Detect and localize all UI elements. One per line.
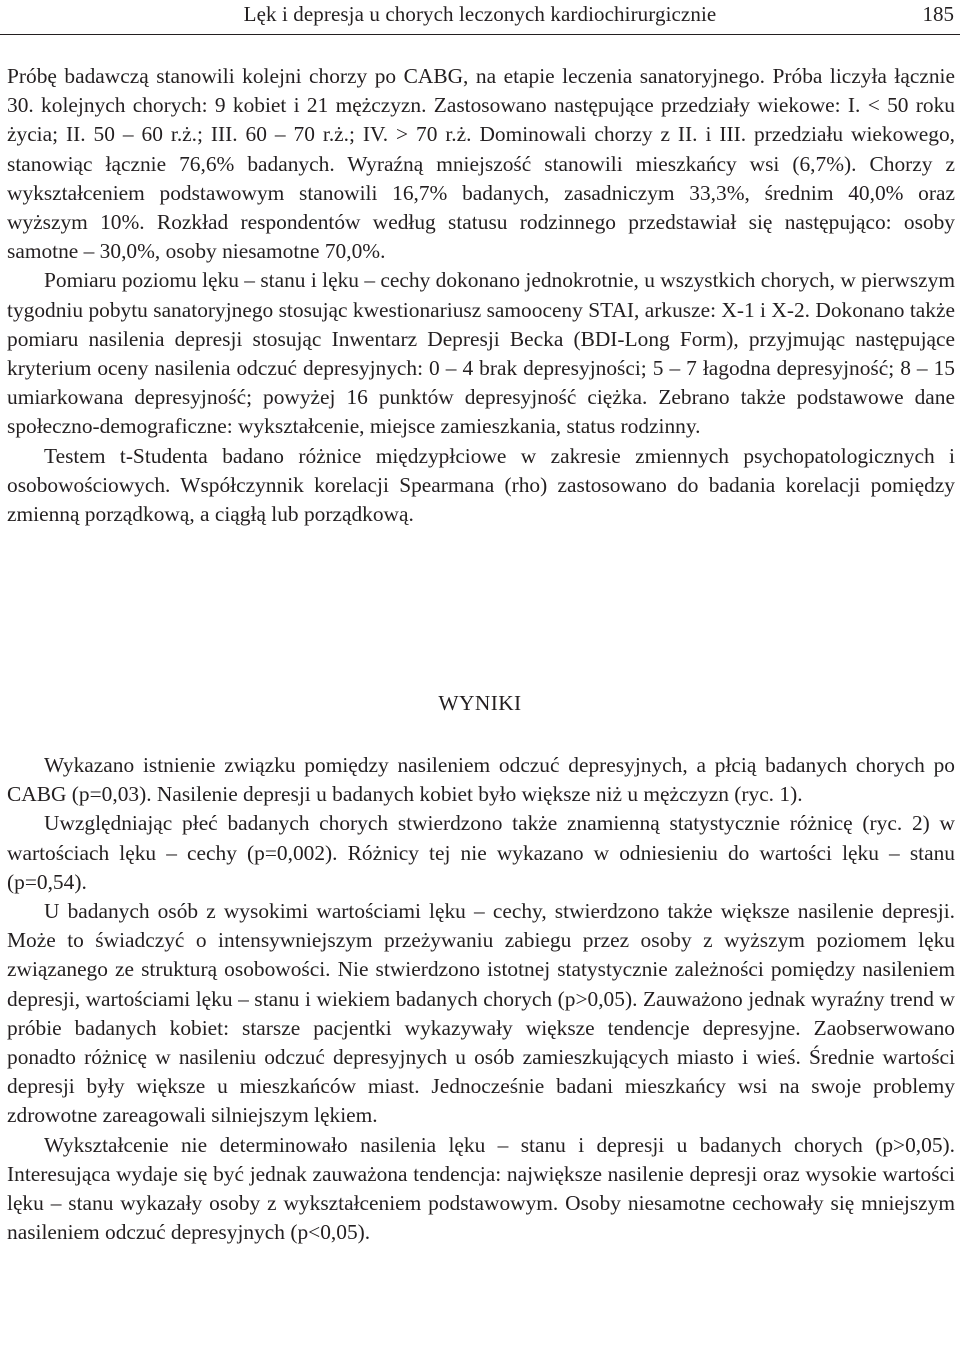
methods-section — [7, 62, 955, 529]
results-paragraph-3: U badanych osób z wysokimi wartościami lęku – cechy, stwierdzono także większe nasilenie depresji. Może to świadczyć o intensywniejszym przeżywaniu zabiegu przez osoby z wyższym poziomem lęku związanego ze strukturą osobowości. Nie stwierdzono istotnej statystycznie zależności pomiędzy nasileniem depresji, wartościami lęku – stanu i wiekiem badanych chorych (p>0,05). Zauważono jednak wyraźny trend w próbie badanych kobiet: starsze pacjentki wykazywały większe tendencje depresyjne. Zaobserwowano ponadto różnicę w nasileniu odczuć depresyjnych u osób zamieszkujących miasto i wieś. Średnie wartości depresji były większe u mieszkańców miast. Jednocześnie badani mieszkańcy wsi na swoje problemy zdrowotne zareagowali silniejszym lękiem. — [7, 899, 955, 1128]
results-section — [7, 751, 955, 1247]
results-heading: WYNIKI — [438, 691, 522, 715]
results-paragraph-4: Wykształcenie nie determinowało nasilenia lęku – stanu i depresji u badanych chorych (p>0,05). Interesująca wydaje się być jednak zauważona tendencja: największe nasilenie depresji oraz wysokie wartości lęku – stanu wykazały osoby z wykształceniem podstawowym. Osoby niesamotne cechowały się mniejszym nasileniem odczuć depresyjnych (p<0,05). — [7, 1132, 955, 1245]
methods-paragraph-3: Testem t-Studenta badano różnice międzypłciowe w zakresie zmiennych psychopatologicznych i osobowościowych. Współczynnik korelacji Spearmana (rho) zastosowano do badania korelacji pomiędzy zmienną porządkową, a ciągłą lub porządkową. — [7, 443, 955, 527]
results-paragraph-2: Uwzględniając płeć badanych chorych stwierdzono także znamienną statystycznie różnicę (ryc. 2) w wartościach lęku – cechy (p=0,002). Różnicy tej nie wykazano w odniesieniu do wartości lęku – stanu (p=0,54). — [7, 811, 955, 894]
running-header — [0, 0, 960, 35]
methods-paragraph-1: Próbę badawczą stanowili kolejni chorzy po CABG, na etapie leczenia sanatoryjnego. Próba liczyła łącznie 30. kolejnych chorych: 9 kobiet i 21 mężczyzn. Zastosowano następujące przedziały wiekowe: I. < 50 roku życia; II. 50 – 60 r.ż.; III. 60 – 70 r.ż.; IV. > 70 r.ż. Dominowali chorzy z II. i III. przedziału wiekowego, stanowiąc łącznie 76,6% badanych. Wyraźną mniejszość stanowili mieszkańcy wsi (6,7%). Chorzy z wykształceniem podstawowym stanowili 16,7% badanych, zasadniczym 33,3%, średnim 40,0% oraz wyższym 10%. Rozkład respondentów według statusu rodzinnego przedstawiał się następująco: osoby samotne – 30,0%, osoby niesamotne 70,0%. — [7, 64, 955, 264]
page-number: 185 — [922, 2, 954, 26]
running-title: Lęk i depresja u chorych leczonych kardiochirurgicznie — [243, 2, 717, 26]
methods-paragraph-2: Pomiaru poziomu lęku – stanu i lęku – cechy dokonano jednokrotnie, u wszystkich chorych, w pierwszym tygodniu pobytu sanatoryjnego stosując kwestionariusz samooceny STAI, arkusze: X-1 i X-2. Dokonano także pomiaru nasilenia depresji stosując Inwentarz Depresji Becka (BDI-Long Form), przyjmując następujące kryterium oceny nasilenia odczuć depresyjnych: 0 – 4 brak depresyjności; 5 – 7 łagodna depresyjność; 8 – 15 umiarkowana depresyjność; powyżej 16 punktów depresyjność ciężka. Zebrano także podstawowe dane społeczno-demograficzne: wykształcenie, miejsce zamieszkania, status rodzinny. — [7, 268, 955, 439]
results-paragraph-1: Wykazano istnienie związku pomiędzy nasileniem odczuć depresyjnych, a płcią badanych chorych po CABG (p=0,03). Nasilenie depresji u badanych kobiet było większe niż u mężczyzn (ryc. 1). — [7, 753, 955, 807]
